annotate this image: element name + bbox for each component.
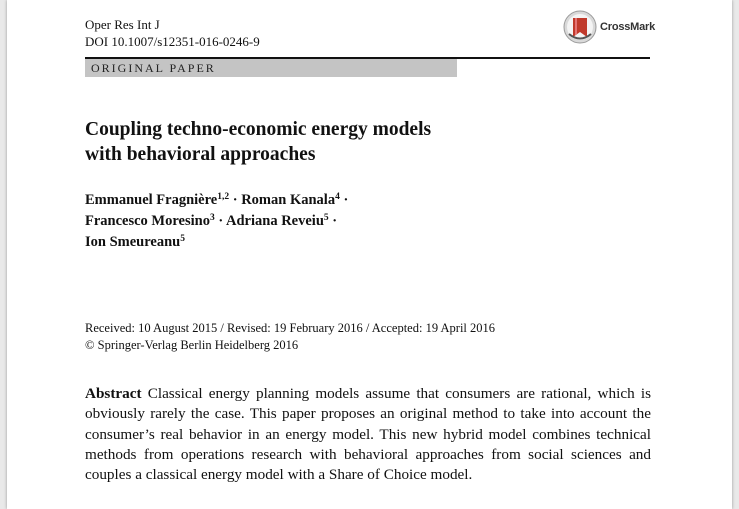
affiliation-sup: 3: [209, 213, 215, 223]
author-separator: ·: [214, 213, 224, 229]
abstract: [85, 384, 651, 485]
publication-history: [85, 320, 495, 354]
affiliation-sup: 1,2: [217, 192, 230, 202]
doi-link[interactable]: DOI 10.1007/s12351-016-0246-9: [85, 34, 260, 49]
crossmark-badge[interactable]: [563, 10, 655, 44]
author-line: [85, 190, 348, 211]
paper-title: [85, 117, 431, 167]
crossmark-icon: [563, 10, 597, 44]
paper-page: [7, 0, 732, 509]
journal-name: Oper Res Int J: [85, 17, 160, 32]
crossmark-label: CrossMark: [600, 21, 656, 33]
author-line: [85, 232, 348, 253]
title-line: Coupling techno-economic energy models: [85, 119, 432, 140]
affiliation-sup: 4: [335, 192, 340, 202]
author-separator: ·: [328, 213, 338, 229]
author-name[interactable]: Francesco Moresino: [85, 213, 210, 229]
author-name[interactable]: Emmanuel Fragnière: [85, 192, 218, 208]
journal-header: [85, 16, 260, 50]
copyright-line: © Springer-Verlag Berlin Heidelberg 2016: [85, 338, 299, 352]
author-name[interactable]: Roman Kanala: [241, 192, 336, 208]
author-name[interactable]: Adriana Reveiu: [226, 213, 324, 229]
section-label: ORIGINAL PAPER: [85, 59, 457, 77]
abstract-label: Abstract: [85, 385, 142, 402]
title-line: with behavioral approaches: [85, 144, 316, 165]
author-list: [85, 190, 348, 253]
author-separator: ·: [339, 192, 349, 208]
affiliation-sup: 5: [180, 234, 185, 244]
author-line: [85, 211, 348, 232]
author-separator: ·: [229, 192, 238, 208]
abstract-text: Classical energy planning models assume that consumers are rational, which is obviously rarely the case. This paper proposes an original method to take into account the consumer’s real behavior in an energy model. This new hybrid model combines technical methods from operations research with behavioral approaches from social sciences and couples a classical energy model with a Share of Choice model.: [85, 385, 651, 484]
date-history: Received: 10 August 2015 / Revised: 19 February 2016 / Accepted: 19 April 2016: [85, 321, 496, 335]
author-name[interactable]: Ion Smeureanu: [85, 234, 181, 250]
affiliation-sup: 5: [323, 213, 329, 223]
